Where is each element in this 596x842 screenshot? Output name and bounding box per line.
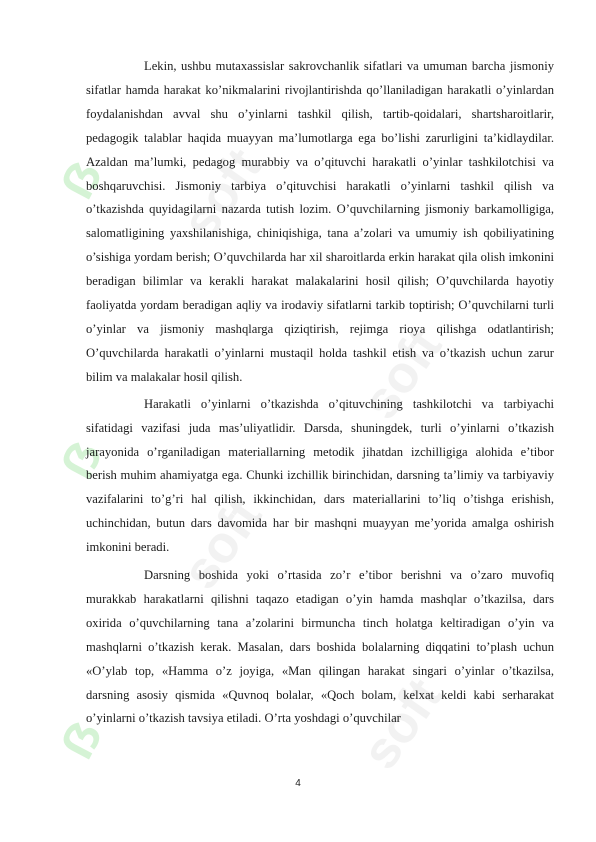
page-number: 4: [295, 778, 301, 789]
svg-text:ẞ: ẞ: [50, 432, 114, 488]
svg-text:ẞ: ẞ: [50, 712, 114, 768]
svg-text:soft: soft: [351, 318, 454, 430]
paragraph-2: Harakatli o’yinlarni o’tkazishda o’qituvchining tashkilotchi va tarbiyachi sifatidagi vazifasi juda mas’uliyatlidir. Darsda, shuningdek, turli o’yinlarni o’tkazish jarayonida o’rganiladigan materiallarning metodik jihatdan izchilligiga alohida e’tibor berish muhim ahamiyatga ega. Chunki izchillik birinchidan, darsning ta’limiy va tarbiyaviy vazifalarini to’g’ri hal qilish, ikkinchidan, dars materiallarini to’liq o’tishga erishish, uchinchidan, butun dars davomida har bir mashqni muayyan me’yorida amalga oshirish imkonini beradi.: [86, 396, 554, 555]
svg-text:soft: soft: [351, 668, 454, 780]
svg-text:soft: soft: [171, 488, 274, 600]
paragraph-3: Darsning boshida yoki o’rtasida zo’r e’tibor berishni va o’zaro muvofiq murakkab harakatlarni qilishni taqazo etadigan o’yin hamda mashqlar o’tkazilsa, dars oxirida o’quvchilarning tana a’zolarini birmuncha tinch holatga keltiradigan o’yin va mashqlarni o’tkazish kerak. Masalan, dars boshida bolalarning diqqatini to’plash uchun «O’ylab top, «Hamma o’z joyiga, «Man qilingan harakat singari o’yinlar o’tkazilsa, darsning asosiy qismida «Quvnoq bolalar, «Qoch bolam, kelxat keldi kabi serharakat o’yinlarni o’tkazish tavsiya etiladi. O’rta yoshdagi o’quvchilar: [86, 568, 554, 726]
document-body: [86, 55, 554, 731]
svg-text:ẞ: ẞ: [50, 152, 114, 208]
svg-text:soft: soft: [171, 138, 274, 250]
paragraph-1: Lekin, ushbu mutaxassislar sakrovchanlik sifatlari va umuman barcha jismoniy sifatlar hamda harakat ko’nikmalarini rivojlantirishda qo’llaniladigan harakatli o’yinlardan foydalanishdan avval shu o’yinlarni tashkil qilish, tartib-qoidalari, shartsharoitlarir, pedagogik talablar haqida muayyan ma’lumotlarga ega bo’lishi zarurligini ta’kidlaydilar. Azaldan ma’lumki, pedagog murabbiy va o’qituvchi harakatli o’yinlar tashkilotchisi va boshqaruvchisi. Jismoniy tarbiya o’qituvchisi harakatli o’yinlarni tashkil qilish va o’tkazishda quyidagilarni nazarda tutish lozim. O’quvchilarning jismoniy barkamolligiga, salomatligining yaxshilanishiga, chiniqishiga, tana a’zolari va umumiy ish qobiliyatining o’sishiga yordam berish; O’quvchilarda har xil sharoitlarda erkin harakat qila olish imkonini beradigan bilimlar va kerakli harakat malakalarini hosil qilish; O’quvchilarda hayotiy faoliyatda yordam beradigan aqliy va irodaviy sifatlarni tarkib toptirish; O’quvchilarni turli o’yinlar va jismoniy mashqlarga qiziqtirish, rejimga rioya qilishga odatlantirish; O’quvchilarda harakatli o’yinlarni mustaqil holda tashkil etish va o’tkazish uchun zarur bilim va malakalar hosil qilish.: [86, 59, 554, 384]
